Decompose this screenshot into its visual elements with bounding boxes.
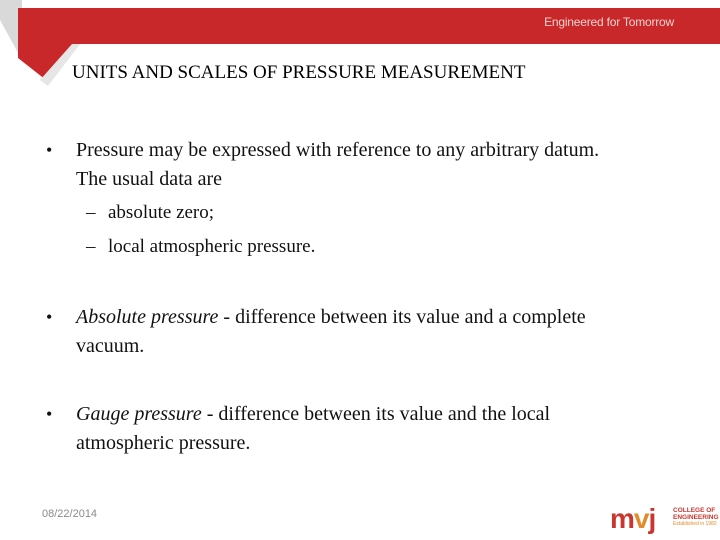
tagline: Engineered for Tomorrow bbox=[544, 15, 674, 29]
logo-mark-v: v bbox=[633, 503, 649, 534]
bullet-line bbox=[76, 303, 676, 332]
sub-text: absolute zero; bbox=[108, 202, 215, 223]
bullet-line: Pressure may be expressed with reference to any arbitrary datum. bbox=[76, 139, 600, 161]
bullet-line-rest: - difference between its value and a complete bbox=[218, 306, 586, 328]
sub-marker: – bbox=[86, 236, 96, 257]
logo-mark bbox=[610, 502, 655, 536]
bullet-line-rest: - difference between its value and the local bbox=[201, 403, 551, 425]
logo-text bbox=[673, 507, 719, 528]
bullet-text bbox=[76, 400, 676, 458]
bullet-marker: • bbox=[46, 307, 53, 327]
bullet-term: Gauge pressure bbox=[76, 403, 202, 425]
bullet-line bbox=[76, 400, 676, 429]
logo-line: ENGINEERING bbox=[673, 514, 719, 521]
bullet-line: vacuum. bbox=[76, 335, 145, 357]
logo-line: Established in 1982 bbox=[673, 521, 717, 527]
bullet-term: Absolute pressure bbox=[76, 306, 219, 328]
footer-date: 08/22/2014 bbox=[42, 508, 98, 520]
bullet-marker: • bbox=[46, 140, 53, 160]
logo-mark-j: j bbox=[648, 503, 656, 534]
page-title: UNITS AND SCALES OF PRESSURE MEASUREMENT bbox=[72, 62, 526, 83]
sub-text: local atmospheric pressure. bbox=[108, 236, 316, 257]
college-logo bbox=[610, 502, 720, 538]
bullet-text bbox=[76, 303, 676, 361]
logo-line: COLLEGE OF bbox=[673, 507, 716, 514]
sub-marker: – bbox=[86, 202, 96, 223]
bullet-line: atmospheric pressure. bbox=[76, 432, 251, 454]
bullet-line: The usual data are bbox=[76, 168, 223, 190]
logo-mark-m: m bbox=[610, 503, 634, 534]
bullet-text bbox=[76, 136, 676, 194]
bullet-marker: • bbox=[46, 404, 53, 424]
